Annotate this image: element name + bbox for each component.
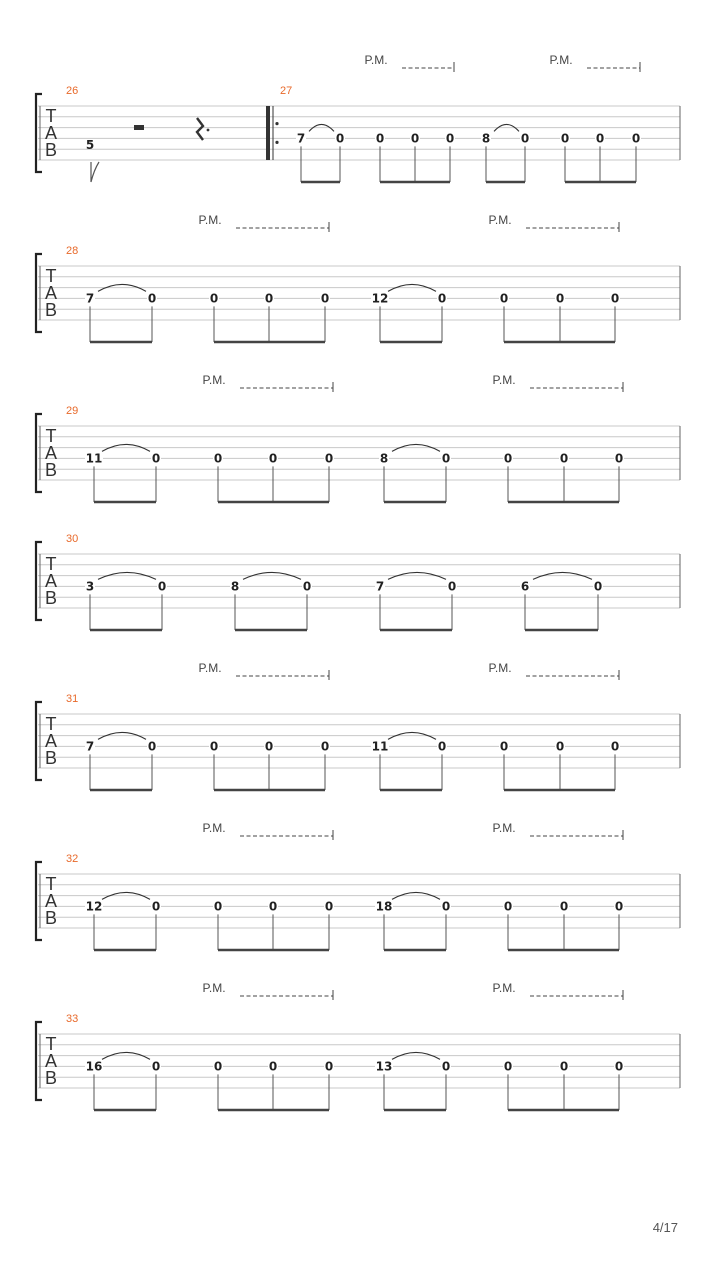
tab-clef-letter: B — [44, 588, 58, 608]
palm-mute-label: P.M. — [549, 53, 573, 67]
palm-mute-label: P.M. — [198, 213, 222, 227]
fret-number: 0 — [441, 899, 451, 914]
fret-number: 0 — [593, 579, 603, 594]
tab-clef-letter: T — [45, 554, 57, 574]
fret-number: 0 — [157, 579, 167, 594]
measure-number: 32 — [66, 853, 79, 865]
fret-number: 0 — [520, 131, 530, 146]
fret-number: 18 — [375, 899, 393, 914]
fret-number: 0 — [324, 899, 334, 914]
tab-clef-letter: B — [44, 1068, 58, 1088]
palm-mute-label: P.M. — [488, 661, 512, 675]
fret-number: 0 — [320, 739, 330, 754]
tab-clef-letter: B — [44, 140, 58, 160]
fret-number: 0 — [560, 131, 570, 146]
rest-dot — [207, 129, 210, 132]
tab-clef-letter: B — [44, 908, 58, 928]
fret-number: 8 — [230, 579, 240, 594]
measure-number: 27 — [280, 85, 293, 97]
palm-mute-label: P.M. — [492, 821, 516, 835]
fret-number: 0 — [559, 1059, 569, 1074]
fret-number: 0 — [264, 291, 274, 306]
fret-number: 0 — [147, 739, 157, 754]
fret-number: 0 — [441, 1059, 451, 1074]
fret-number: 0 — [610, 739, 620, 754]
fret-number: 0 — [503, 1059, 513, 1074]
tab-clef-letter: A — [44, 123, 58, 143]
fret-number: 0 — [209, 291, 219, 306]
fret-number: 8 — [379, 451, 389, 466]
tab-clef-letter: T — [45, 106, 57, 126]
palm-mute-label: P.M. — [202, 373, 226, 387]
fret-number: 7 — [375, 579, 385, 594]
fret-number: 0 — [151, 451, 161, 466]
fret-number: 8 — [481, 131, 491, 146]
repeat-dot — [275, 141, 278, 144]
tab-clef-letter: A — [44, 1051, 58, 1071]
fret-number: 7 — [85, 291, 95, 306]
fret-number: 0 — [268, 451, 278, 466]
palm-mute-label: P.M. — [202, 981, 226, 995]
repeat-start-thick-bar — [266, 106, 270, 160]
tab-clef-letter: B — [44, 300, 58, 320]
tab-clef-letter: T — [45, 714, 57, 734]
fret-number: 0 — [503, 899, 513, 914]
fret-number: 11 — [371, 739, 389, 754]
measure-number: 29 — [66, 405, 79, 417]
fret-number: 0 — [503, 451, 513, 466]
tab-clef-letter: T — [45, 426, 57, 446]
fret-number: 0 — [302, 579, 312, 594]
palm-mute-label: P.M. — [488, 213, 512, 227]
fret-number: 0 — [335, 131, 345, 146]
quarter-rest — [197, 118, 203, 140]
page-number: 4/17 — [652, 1220, 678, 1235]
palm-mute-label: P.M. — [364, 53, 388, 67]
fret-number: 0 — [320, 291, 330, 306]
fret-number: 0 — [268, 899, 278, 914]
palm-mute-label: P.M. — [198, 661, 222, 675]
fret-number: 0 — [614, 899, 624, 914]
fret-number: 12 — [371, 291, 389, 306]
fret-number: 0 — [151, 1059, 161, 1074]
fret-number: 0 — [614, 1059, 624, 1074]
measure-number: 33 — [66, 1013, 79, 1025]
fret-number: 0 — [437, 739, 447, 754]
fret-number: 0 — [213, 451, 223, 466]
tab-clef-letter: A — [44, 731, 58, 751]
fret-number: 13 — [375, 1059, 393, 1074]
measure-number: 26 — [66, 85, 79, 97]
palm-mute-label: P.M. — [492, 981, 516, 995]
fret-number: 0 — [441, 451, 451, 466]
fret-number: 6 — [520, 579, 530, 594]
palm-mute-label: P.M. — [492, 373, 516, 387]
half-rest — [134, 125, 144, 130]
fret-number: 0 — [213, 1059, 223, 1074]
fret-number: 0 — [445, 131, 455, 146]
fret-number: 0 — [610, 291, 620, 306]
fret-number: 7 — [296, 131, 306, 146]
fret-number: 0 — [614, 451, 624, 466]
tab-clef-letter: A — [44, 283, 58, 303]
tab-clef-letter: A — [44, 571, 58, 591]
measure-number: 31 — [66, 693, 79, 705]
fret-number: 7 — [85, 739, 95, 754]
fret-number: 5 — [85, 138, 95, 153]
fret-number: 0 — [324, 1059, 334, 1074]
measure-number: 28 — [66, 245, 79, 257]
fret-number: 16 — [85, 1059, 103, 1074]
tab-clef-letter: T — [45, 266, 57, 286]
tab-clef-letter: B — [44, 748, 58, 768]
fret-number: 0 — [324, 451, 334, 466]
fret-number: 12 — [85, 899, 103, 914]
fret-number: 11 — [85, 451, 103, 466]
fret-number: 0 — [410, 131, 420, 146]
fret-number: 0 — [555, 739, 565, 754]
fret-number: 0 — [264, 739, 274, 754]
fret-number: 0 — [499, 739, 509, 754]
palm-mute-label: P.M. — [202, 821, 226, 835]
fret-number: 0 — [499, 291, 509, 306]
tab-clef-letter: A — [44, 891, 58, 911]
fret-number: 0 — [631, 131, 641, 146]
fret-number: 0 — [555, 291, 565, 306]
fret-number: 0 — [437, 291, 447, 306]
fret-number: 0 — [595, 131, 605, 146]
note-stem-flag — [91, 162, 99, 182]
fret-number: 0 — [447, 579, 457, 594]
fret-number: 0 — [559, 899, 569, 914]
fret-number: 3 — [85, 579, 95, 594]
fret-number: 0 — [559, 451, 569, 466]
fret-number: 0 — [151, 899, 161, 914]
repeat-dot — [275, 122, 278, 125]
fret-number: 0 — [268, 1059, 278, 1074]
tab-clef-letter: B — [44, 460, 58, 480]
fret-number: 0 — [147, 291, 157, 306]
fret-number: 0 — [209, 739, 219, 754]
measure-number: 30 — [66, 533, 79, 545]
tab-clef-letter: T — [45, 874, 57, 894]
fret-number: 0 — [375, 131, 385, 146]
tab-clef-letter: T — [45, 1034, 57, 1054]
fret-number: 0 — [213, 899, 223, 914]
tab-clef-letter: A — [44, 443, 58, 463]
